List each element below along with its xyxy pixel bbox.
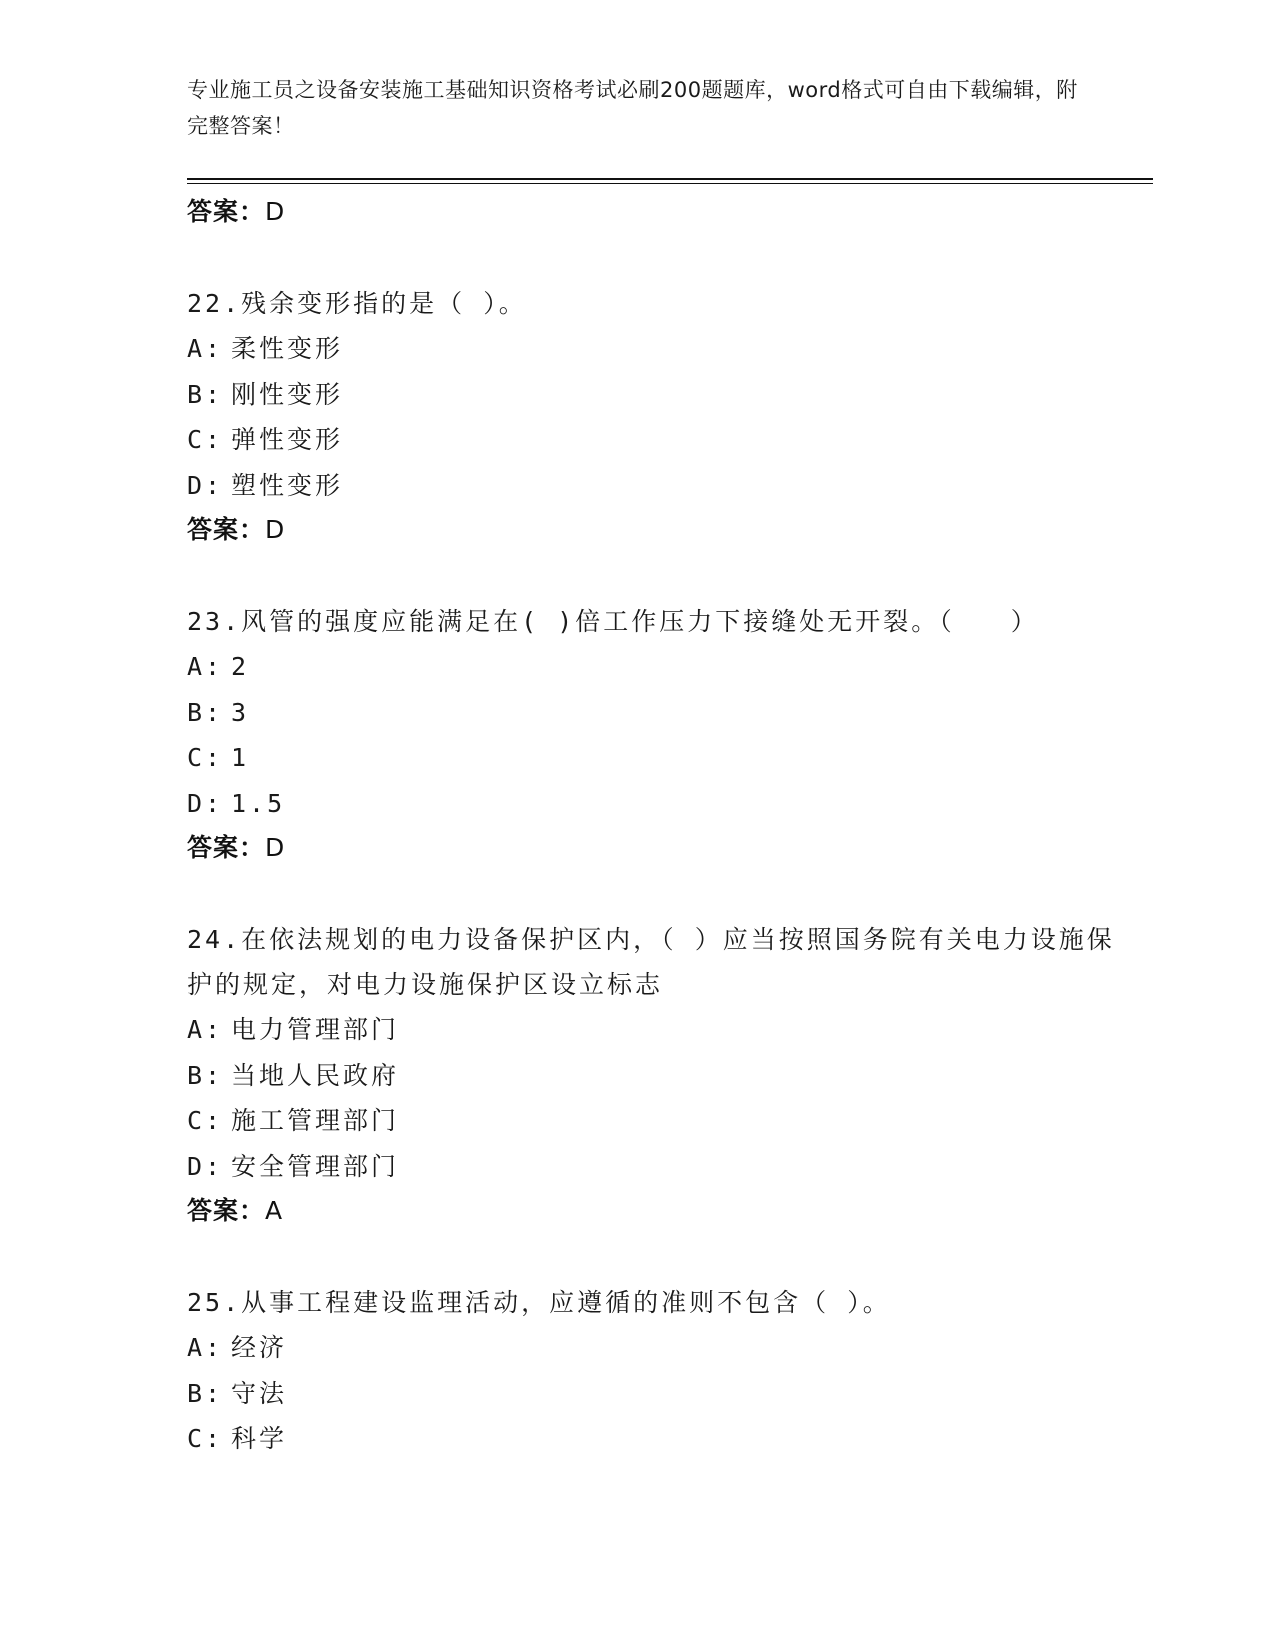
answer-value: A [265, 1196, 284, 1225]
option-text: 守法 [231, 1378, 288, 1408]
option-letter: C: [187, 1424, 224, 1453]
option-c [187, 1416, 1127, 1462]
document-header: 专业施工员之设备安装施工基础知识资格考试必刷200题题库，word格式可自由下载编辑，附完整答案！ [187, 78, 1078, 138]
option-text: 刚性变形 [231, 379, 344, 409]
option-text: 安全管理部门 [231, 1151, 400, 1181]
option-text: 电力管理部门 [231, 1015, 400, 1044]
spacer [187, 870, 1127, 917]
option-letter: D: [187, 470, 224, 500]
option-a [187, 644, 1127, 690]
option-letter: D: [187, 788, 224, 818]
answer-label: 答案： [187, 197, 266, 226]
option-text: 弹性变形 [231, 425, 344, 454]
option-c [187, 417, 1127, 463]
option-text: 经济 [231, 1333, 288, 1362]
question-list [187, 190, 1127, 1462]
option-letter: D: [187, 1151, 224, 1181]
answer-line [187, 508, 1127, 552]
answer-label: 答案： [187, 833, 266, 862]
option-text: 1.5 [231, 788, 286, 818]
option-letter: A: [187, 1333, 224, 1362]
question-block [187, 281, 1127, 552]
option-text: 施工管理部门 [231, 1106, 400, 1135]
option-text: 科学 [231, 1424, 288, 1453]
option-a [187, 326, 1127, 372]
answer-line [187, 190, 1127, 234]
question-text: 23.风管的强度应能满足在( )倍工作压力下接缝处无开裂。（ ） [187, 607, 1039, 636]
answer-value: D [265, 833, 286, 862]
spacer [187, 1233, 1127, 1280]
answer-line [187, 1189, 1127, 1233]
option-text: 当地人民政府 [231, 1060, 400, 1090]
spacer [187, 552, 1127, 599]
option-text: 1 [231, 743, 250, 772]
option-a [187, 1325, 1127, 1371]
question-block [187, 1280, 1127, 1462]
question-text: 24.在依法规划的电力设备保护区内，（ ）应当按照国务院有关电力设施保护的规定，对电力设施保护区设立标志 [187, 925, 1115, 999]
question-text: 25.从事工程建设监理活动，应遵循的准则不包含（ ）。 [187, 1288, 891, 1317]
option-text: 塑性变形 [231, 470, 344, 500]
answer-label: 答案： [187, 515, 266, 544]
answer-value: D [265, 515, 286, 544]
option-d [187, 781, 1127, 827]
option-letter: B: [187, 379, 224, 409]
option-letter: B: [187, 1378, 224, 1408]
header-rule-thick [187, 178, 1153, 180]
option-a [187, 1007, 1127, 1053]
option-b [187, 372, 1127, 418]
option-letter: A: [187, 652, 224, 681]
option-text: 2 [231, 652, 250, 681]
option-letter: C: [187, 1106, 224, 1135]
question-block [187, 599, 1127, 870]
option-letter: B: [187, 1060, 224, 1090]
option-b [187, 1371, 1127, 1417]
question-text: 22.残余变形指的是（ ）。 [187, 289, 527, 318]
header-rule-thin [187, 183, 1153, 184]
option-letter: B: [187, 697, 224, 727]
answer-value: D [265, 197, 286, 226]
answer-label: 答案： [187, 1196, 266, 1225]
answer-line [187, 826, 1127, 870]
option-letter: C: [187, 425, 224, 454]
option-d [187, 463, 1127, 509]
question-block [187, 917, 1127, 1233]
option-c [187, 735, 1127, 781]
option-letter: C: [187, 743, 224, 772]
option-b [187, 690, 1127, 736]
option-c [187, 1098, 1127, 1144]
option-b [187, 1053, 1127, 1099]
option-letter: A: [187, 334, 224, 363]
option-letter: A: [187, 1015, 224, 1044]
spacer [187, 234, 1127, 281]
option-text: 柔性变形 [231, 334, 344, 363]
option-text: 3 [231, 697, 250, 727]
option-d [187, 1144, 1127, 1190]
